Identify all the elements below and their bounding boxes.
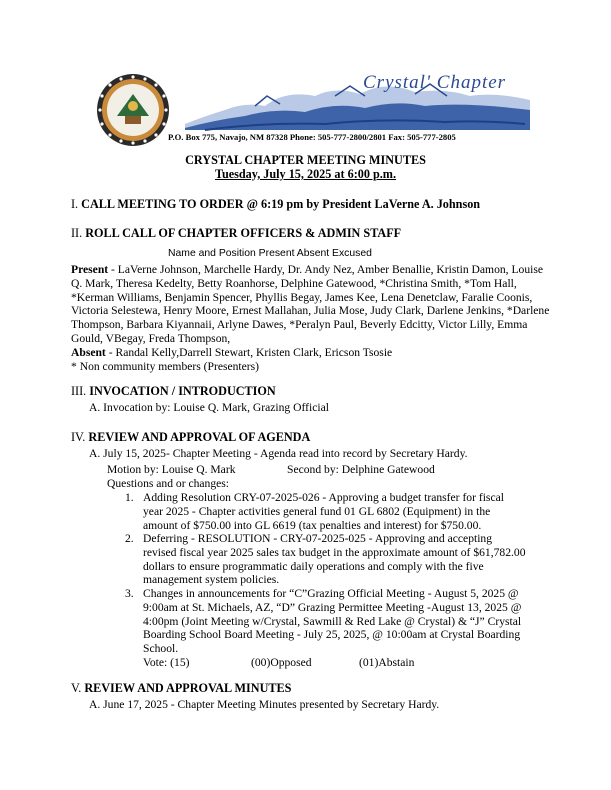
section-2-title: ROLL CALL OF CHAPTER OFFICERS & ADMIN STAFF (85, 226, 402, 240)
change-3-text (143, 587, 563, 656)
minutes-item-a: A. June 17, 2025 - Chapter Meeting Minutes presented by Secretary Hardy. (89, 698, 440, 711)
section-4-title: REVIEW AND APPROVAL OF AGENDA (88, 430, 311, 444)
change-1-number: 1. (125, 491, 134, 504)
motion-by: Motion by: Louise Q. Mark (107, 463, 236, 476)
present-label: Present (71, 263, 109, 276)
section-5-number: V. (71, 681, 82, 695)
present-list: - LaVerne Johnson, Marchelle Hardy, Dr. Andy Nez, Amber Benallie, Kristin Damon, Louise Q. Mark, Theresa Kedelty, Betty Roanhorse, Delphine Gatewood, *Christina Smith, *Tom Hall, *Kerman Williams, Benjamin Spencer, Phyllis Begay, James Kee, Lena Denetclaw, Faralie Coonis, Victoria Selestewa, Henry Moore, Ernest Mallahan, Julia Mose, Judy Clark, Darlene Jenkins, *Darlene Thompson, Barbara Kiyannaii, Arlyne Dawes, *Peralyn Paul, Beverly Edcitty, Victor Lilly, Emma Gould, VBegay, Freda Thompson, (71, 263, 550, 345)
roll-call-paragraph (71, 263, 551, 373)
change-3-line: 4:00pm (Joint Meeting w/Crystal, Sawmill & Red Lake @ Crystal) & “J” Crystal (143, 614, 522, 628)
change-3-line: Boarding School Board Meeting - July 25, 2025, @ 10:00am at Crystal Boarding (143, 628, 521, 642)
contact-line: P.O. Box 775, Navajo, NM 87328 Phone: 505-777-2800/2801 Fax: 505-777-2805 (168, 132, 456, 142)
vote-count: Vote: (15) (143, 656, 190, 669)
banner-text: Crystal' Chapter (363, 72, 507, 93)
change-2-text (143, 532, 563, 587)
document-title: CRYSTAL CHAPTER MEETING MINUTES (185, 153, 426, 167)
absent-list: - Randal Kelly,Darrell Stewart, Kristen Clark, Ericson Tsosie (105, 345, 393, 359)
navajo-nation-seal-logo (95, 72, 171, 148)
section-2-number: II. (71, 226, 83, 240)
change-3-line: Changes in announcements for “C”Grazing Official Meeting - August 5, 2025 @ (143, 587, 519, 600)
meeting-date: Tuesday, July 15, 2025 at 6:00 p.m. (214, 167, 397, 181)
invocation-item: A. Invocation by: Louise Q. Mark, Grazing Official (89, 401, 329, 414)
section-5 (71, 681, 291, 696)
section-1-title: CALL MEETING TO ORDER @ 6:19 pm by President LaVerne A. Johnson (81, 197, 481, 211)
questions-label: Questions and or changes: (107, 477, 230, 490)
crystal-chapter-banner-logo (185, 66, 530, 134)
change-1-line: Adding Resolution CRY-07-2025-026 - Approving a budget transfer for fiscal (143, 491, 504, 504)
section-1-number: I. (71, 197, 79, 211)
section-3 (71, 384, 276, 399)
change-2-number: 2. (125, 532, 134, 545)
change-2-line: management system policies. (143, 573, 280, 587)
change-2-line: Deferring - RESOLUTION - CRY-07-2025-025 - Approving and accepting (143, 532, 493, 545)
section-3-number: III. (71, 384, 87, 398)
section-3-title: INVOCATION / INTRODUCTION (89, 384, 276, 398)
section-4-number: IV. (71, 430, 86, 444)
change-2-line: dollars to ensure programmatic daily operations and comply with the five (143, 559, 484, 573)
change-2-line: revised fiscal year 2025 sales tax budget in the approximate amount of $61,782.00 (143, 545, 526, 559)
roll-call-table-header: Name and Position Present Absent Excused (168, 248, 372, 259)
change-3-line: 9:00am at St. Michaels, AZ, “D” Grazing Permittee Meeting -August 13, 2025 @ (143, 600, 522, 614)
change-1-line: year 2025 - Chapter activities general fund 01 GL 6802 (Equipment) in the (143, 504, 491, 518)
change-3-line: School. (143, 642, 179, 656)
second-by: Second by: Delphine Gatewood (287, 463, 435, 476)
section-1 (71, 197, 480, 212)
change-1-line: amount of $750.00 into GL 6619 (tax penalties and interest) for $750.00. (143, 518, 482, 532)
change-1-text (143, 491, 553, 532)
section-2 (71, 226, 401, 241)
absent-label: Absent (71, 345, 106, 359)
vote-abstain: (01)Abstain (359, 656, 415, 669)
change-3-number: 3. (125, 587, 134, 600)
section-4 (71, 430, 310, 445)
vote-opposed: (00)Opposed (251, 656, 312, 669)
agenda-item-a: A. July 15, 2025- Chapter Meeting - Agenda read into record by Secretary Hardy. (89, 447, 468, 460)
non-member-note: * Non community members (Presenters) (71, 359, 260, 373)
section-5-title: REVIEW AND APPROVAL MINUTES (84, 681, 292, 695)
